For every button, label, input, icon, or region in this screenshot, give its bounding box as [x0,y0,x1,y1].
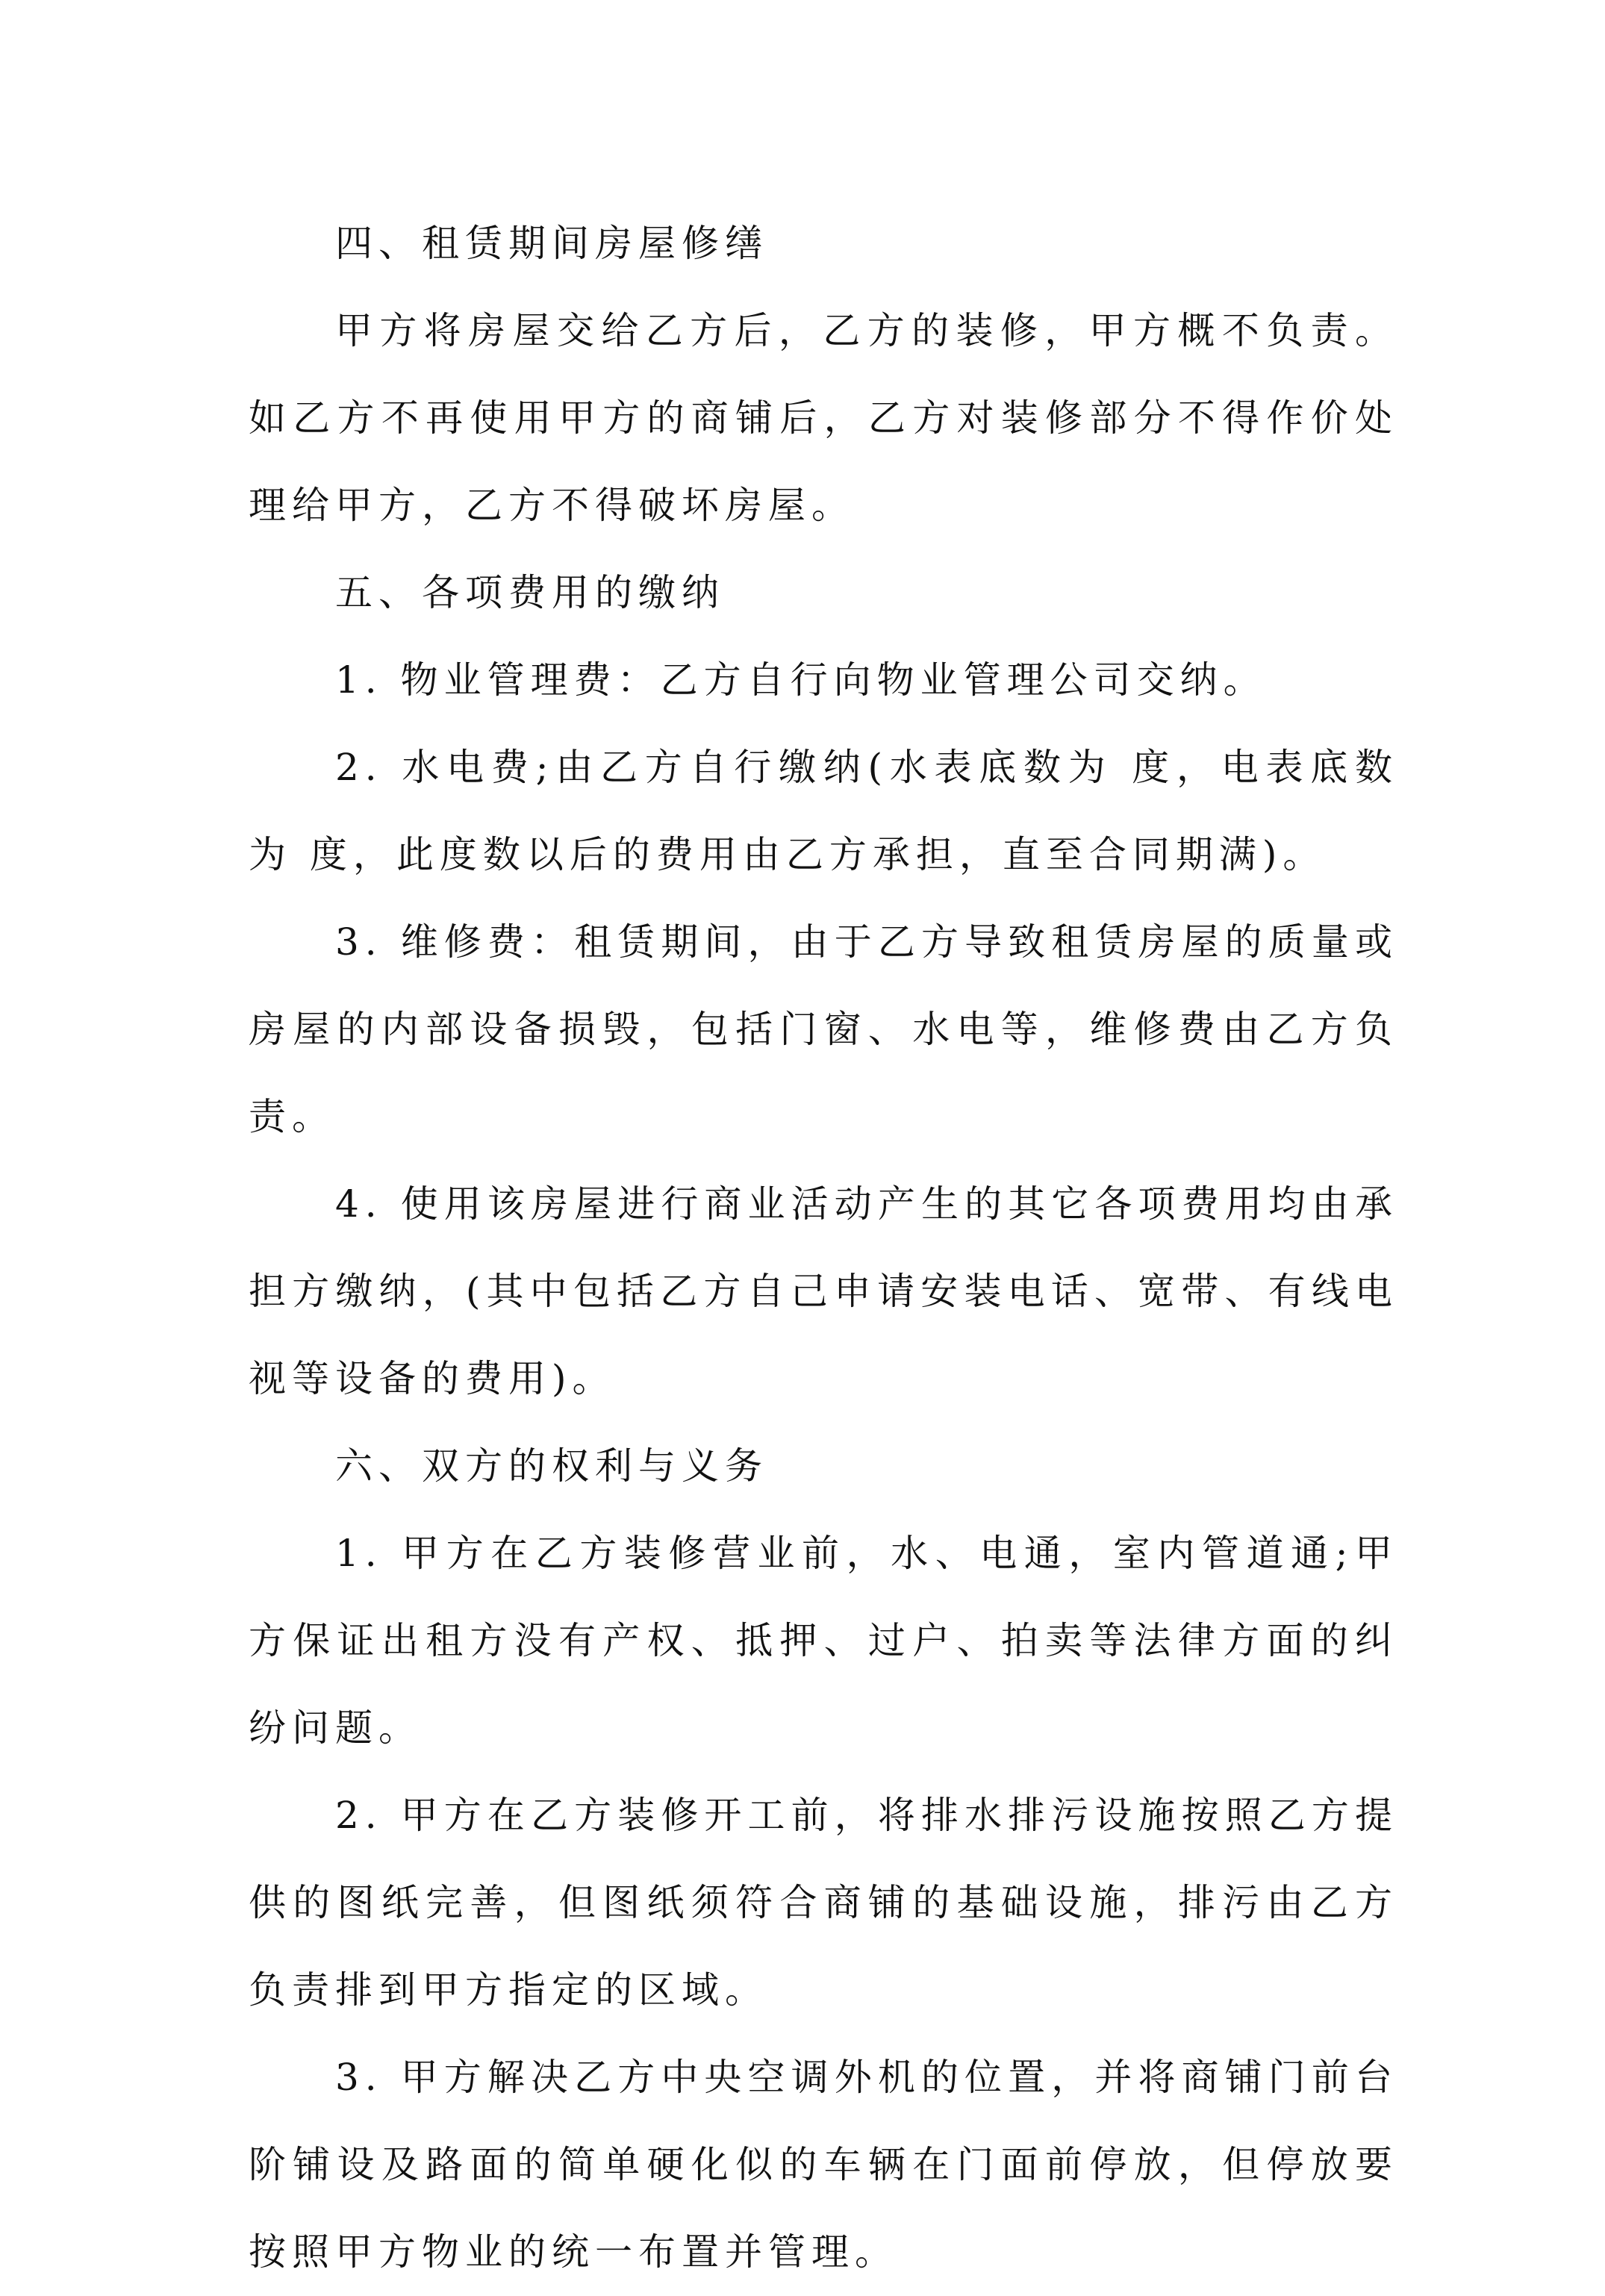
section-heading-repairs: 四、租赁期间房屋修缮 [335,222,768,265]
paragraph-repair-fee: 3. 维修费：租赁期间，由于乙方导致租赁房屋的质量或房屋的内部设备损毁，包括门窗、水电等，维修费由乙方负责。 [249,920,1398,1138]
document-body [249,200,1398,2296]
section-heading-rights-obligations: 六、双方的权利与义务 [335,1444,768,1488]
paragraph-obligation-1: 1. 甲方在乙方装修营业前，水、电通，室内管道通;甲方保证出租方没有产权、抵押、过户、拍卖等法律方面的纠纷问题。 [249,1532,1398,1750]
section-heading-fees: 五、各项费用的缴纳 [335,571,725,614]
paragraph-utility-fee: 2. 水电费;由乙方自行缴纳(水表底数为 度，电表底数为 度，此度数以后的费用由乙方承担，直至合同期满)。 [249,746,1398,876]
paragraph-obligation-3: 3. 甲方解决乙方中央空调外机的位置，并将商铺门前台阶铺设及路面的简单硬化似的车辆在门面前停放，但停放要按照甲方物业的统一布置并管理。 [249,2056,1398,2274]
paragraph-obligation-2: 2. 甲方在乙方装修开工前，将排水排污设施按照乙方提供的图纸完善，但图纸须符合商铺的基础设施，排污由乙方负责排到甲方指定的区域。 [249,1794,1398,2012]
paragraph-property-management-fee: 1. 物业管理费：乙方自行向物业管理公司交纳。 [335,658,1267,702]
paragraph-renovation-responsibility: 甲方将房屋交给乙方后，乙方的装修，甲方概不负责。如乙方不再使用甲方的商铺后，乙方对装修部分不得作价处理给甲方，乙方不得破坏房屋。 [249,309,1398,527]
paragraph-other-fees: 4. 使用该房屋进行商业活动产生的其它各项费用均由承担方缴纳，(其中包括乙方自己申请安装电话、宽带、有线电视等设备的费用)。 [249,1182,1398,1400]
